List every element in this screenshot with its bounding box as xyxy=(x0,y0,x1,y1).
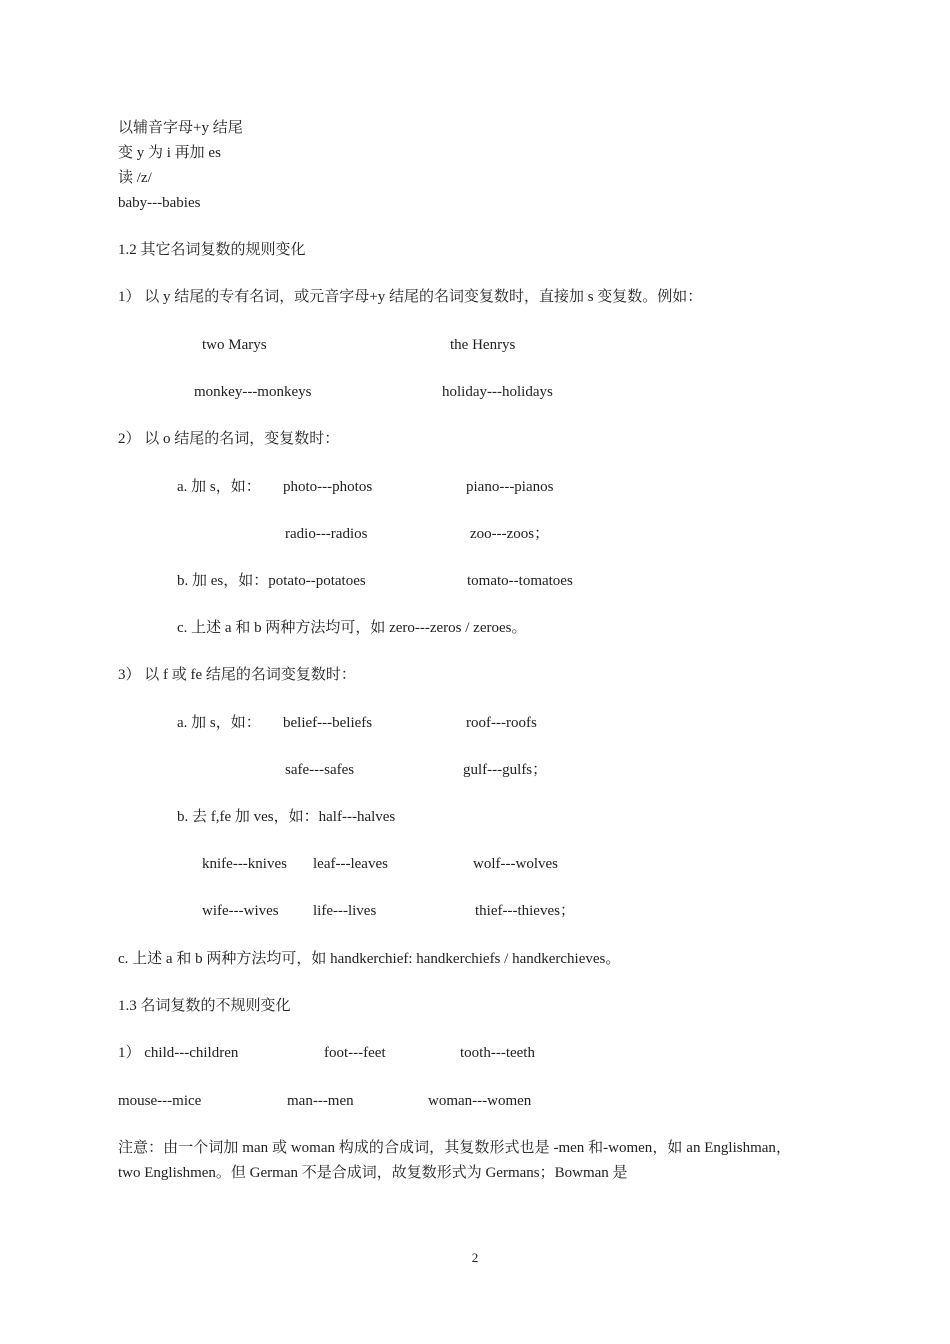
rule-2-text: 2） 以 o 结尾的名词，变复数时： xyxy=(118,431,340,447)
example-gulfs: gulf---gulfs； xyxy=(463,762,548,778)
section-heading-1-2: 1.2 其它名词复数的规则变化 xyxy=(118,242,306,258)
example-pianos: piano---pianos xyxy=(466,479,554,495)
example-feet: foot---feet xyxy=(324,1045,386,1061)
example-lives: life---lives xyxy=(313,903,377,919)
page-number: 2 xyxy=(471,1250,479,1265)
example-tomatoes: tomato--tomatoes xyxy=(467,573,573,589)
example-knives: knife---knives xyxy=(202,856,287,872)
example-wives: wife---wives xyxy=(202,903,279,919)
rule-2b-text: b. 加 es，如：potato--potatoes xyxy=(177,573,366,589)
example-monkeys: monkey---monkeys xyxy=(194,384,312,400)
example-beliefs: belief---beliefs xyxy=(283,715,373,731)
example-teeth: tooth---teeth xyxy=(460,1045,535,1061)
rule-3b-text: b. 去 f,fe 加 ves，如：half---halves xyxy=(177,809,396,825)
note-paragraph: 注意：由一个词加 man 或 woman 构成的合成词，其复数形式也是 -men 和-women，如 an Englishman，two Englishmen。但 German 不是合成词，故复数形式为 Germans；Bowman 是 xyxy=(118,1140,791,1181)
example-two-marys: two Marys xyxy=(202,337,267,353)
example-wolves: wolf---wolves xyxy=(473,856,558,872)
rule-3c-text: c. 上述 a 和 b 两种方法均可，如 handkerchief: handkerchiefs / handkerchieves。 xyxy=(118,951,621,967)
example-thieves: thief---thieves； xyxy=(475,903,575,919)
example-radios: radio---radios xyxy=(285,526,368,542)
example-leaves: leaf---leaves xyxy=(313,856,388,872)
example-photos: photo---photos xyxy=(283,479,373,495)
example-holidays: holiday---holidays xyxy=(442,384,553,400)
section-heading-1-3: 1.3 名词复数的不规则变化 xyxy=(118,998,291,1014)
example-the-henrys: the Henrys xyxy=(450,337,516,353)
line-consonant-y: 以辅音字母+y 结尾 xyxy=(118,120,243,136)
rule-3-text: 3） 以 f 或 fe 结尾的名词变复数时： xyxy=(118,667,356,683)
rule-3a-prefix: a. 加 s，如： xyxy=(177,715,261,731)
rule-2a-prefix: a. 加 s，如： xyxy=(177,479,261,495)
line-change-y-to-i: 变 y 为 i 再加 es xyxy=(118,145,221,161)
rule-1-text: 1） 以 y 结尾的专有名词，或元音字母+y 结尾的名词变复数时，直接加 s 变复数。例如： xyxy=(118,289,703,305)
example-men: man---men xyxy=(287,1093,354,1109)
example-zoos: zoo---zoos； xyxy=(470,526,550,542)
example-safes: safe---safes xyxy=(285,762,355,778)
irregular-row1-label: 1） child---children xyxy=(118,1045,239,1061)
rule-2c-text: c. 上述 a 和 b 两种方法均可，如 zero---zeros / zeroes。 xyxy=(177,620,527,636)
line-baby-example: baby---babies xyxy=(118,195,201,211)
example-roofs: roof---roofs xyxy=(466,715,537,731)
example-mice: mouse---mice xyxy=(118,1093,202,1109)
example-women: woman---women xyxy=(428,1093,532,1109)
line-pronounce-z: 读 /z/ xyxy=(118,170,152,186)
